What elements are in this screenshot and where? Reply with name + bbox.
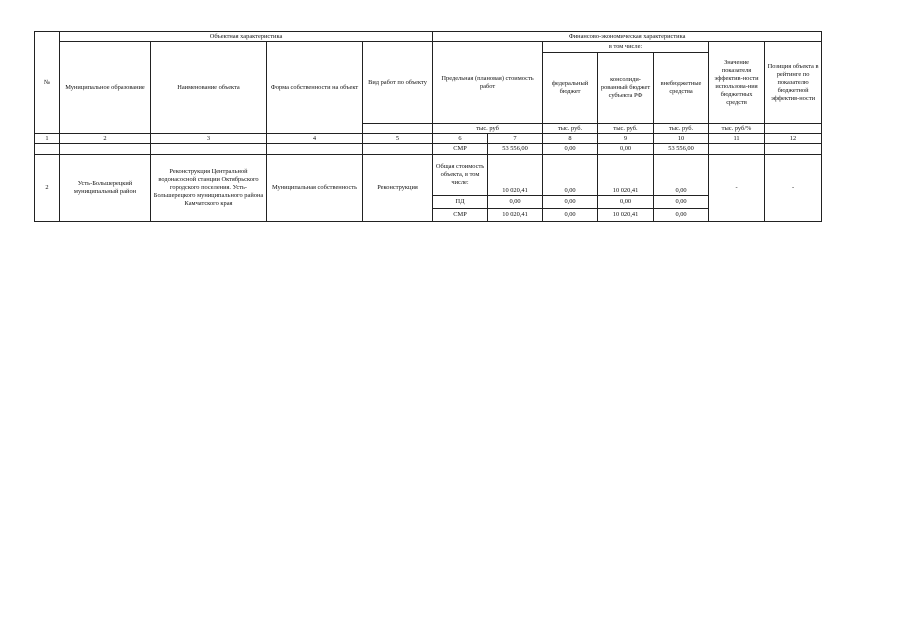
header-efficiency: Значение показателя эффектив-ности использова-ния бюджетных средств	[709, 42, 765, 124]
row-efficiency: -	[709, 155, 765, 222]
header-object-group: Объектная характеристика	[60, 32, 433, 42]
row-object-name: Реконструкция Центральной водонасосной станции Октябрьского городского поселения. Усть-Большерецкого муниципального района Камчатского края	[151, 155, 267, 222]
column-number: 12	[765, 134, 822, 144]
header-object-name: Наименование объекта	[151, 42, 267, 134]
row-work-type: Реконструкция	[363, 155, 433, 222]
row-ownership: Муниципальная собственность	[267, 155, 363, 222]
column-number: 1	[35, 134, 60, 144]
column-number: 5	[363, 134, 433, 144]
header-max-cost: Предельная (плановая) стоимость работ	[433, 42, 543, 124]
table-row	[35, 155, 822, 196]
unit-federal: тыс. руб.	[543, 124, 598, 134]
unit-work-type	[363, 124, 433, 134]
row-consolidated: 0,00	[598, 144, 654, 155]
row-offbudget: 53 556,00	[654, 144, 709, 155]
row-cost: 53 556,00	[488, 144, 543, 155]
table-row	[35, 144, 822, 155]
column-number: 9	[598, 134, 654, 144]
row-label: ПД	[433, 196, 488, 209]
row-offbudget: 0,00	[654, 209, 709, 222]
column-number: 3	[151, 134, 267, 144]
unit-offbudget: тыс. руб.	[654, 124, 709, 134]
unit-efficiency: тыс. руб/%	[709, 124, 765, 134]
header-work-type: Вид работ по объекту	[363, 42, 433, 124]
header-municipality: Муниципальное образование	[60, 42, 151, 134]
row-consolidated: 10 020,41	[598, 209, 654, 222]
row-label: Общая стоимость объекта, в том числе:	[433, 155, 488, 196]
unit-rating	[765, 124, 822, 134]
header-finance-group: Финансово-экономическая характеристика	[433, 32, 822, 42]
column-numbers-row	[35, 134, 822, 144]
row-rating: -	[765, 155, 822, 222]
row-number: 2	[35, 155, 60, 222]
column-number: 10	[654, 134, 709, 144]
row-federal: 0,00	[543, 144, 598, 155]
row-cost: 0,00	[488, 196, 543, 209]
header-rating: Позиция объекта в рейтинге по показателю бюджетной эффектив-ности	[765, 42, 822, 124]
column-number: 11	[709, 134, 765, 144]
unit-consolidated: тыс. руб.	[598, 124, 654, 134]
row-federal: 0,00	[543, 196, 598, 209]
row-label: СМР	[433, 209, 488, 222]
column-number: 6	[433, 134, 488, 144]
row-consolidated: 0,00	[598, 196, 654, 209]
column-number: 8	[543, 134, 598, 144]
row-federal: 0,00	[543, 155, 598, 196]
column-number: 2	[60, 134, 151, 144]
row-offbudget: 0,00	[654, 196, 709, 209]
column-number: 7	[488, 134, 543, 144]
header-federal: федеральный бюджет	[543, 53, 598, 124]
row-offbudget: 0,00	[654, 155, 709, 196]
row-cost: 10 020,41	[488, 209, 543, 222]
row-label: СМР	[433, 144, 488, 155]
row-consolidated: 10 020,41	[598, 155, 654, 196]
row-cost: 10 020,41	[488, 155, 543, 196]
unit-cost: тыс. руб	[433, 124, 543, 134]
row-federal: 0,00	[543, 209, 598, 222]
header-number: №	[35, 32, 60, 134]
header-consolidated: консолиди-рованный бюджет субъекта РФ	[598, 53, 654, 124]
header-ownership: Форма собственности на объект	[267, 42, 363, 134]
header-in-that-number: в том числе:	[543, 42, 709, 53]
column-number: 4	[267, 134, 363, 144]
row-municipality: Усть-Большерецкий муниципальный район	[60, 155, 151, 222]
investment-object-table	[34, 31, 822, 222]
header-offbudget: внебюджетные средства	[654, 53, 709, 124]
